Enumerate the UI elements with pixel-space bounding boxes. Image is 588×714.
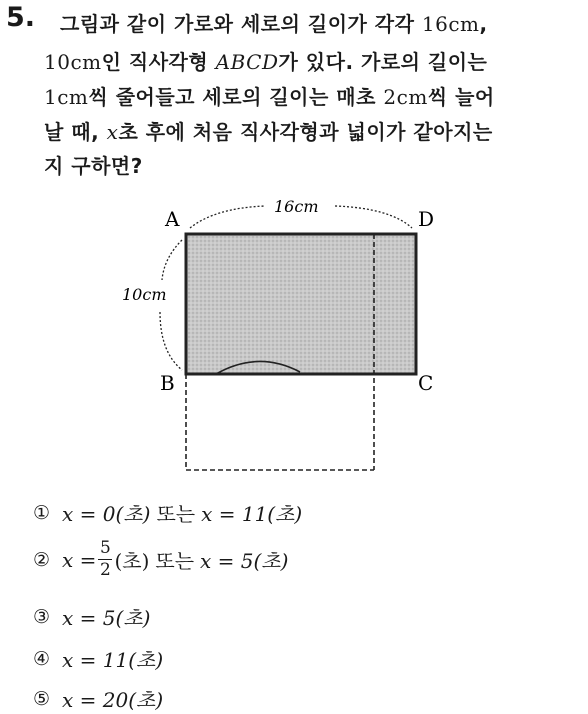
option-number: ③	[33, 605, 51, 628]
question-text-segment: 씩 늘어	[427, 85, 495, 109]
question-text-segment: cm	[70, 50, 102, 74]
question-text-segment: x	[106, 120, 119, 144]
question-text-segment: 1	[44, 85, 58, 109]
option-3[interactable]: ③ x = 5(초)	[33, 605, 151, 630]
option-number: ②	[33, 548, 51, 571]
height-brace-bottom	[160, 312, 182, 370]
question-text-segment: cm	[57, 85, 89, 109]
width-label: 16cm	[274, 197, 319, 216]
question-text-segment: cm	[396, 85, 428, 109]
question-text-segment: 그림과 같이 가로와 세로의 길이가 각각	[60, 12, 422, 36]
option-number: ④	[33, 647, 51, 670]
question-text-segment: 씩 줄어들고 세로의 길이는 매초	[88, 85, 384, 109]
height-brace-top	[162, 240, 182, 280]
option-number: ①	[33, 501, 51, 524]
question-text-segment: cm	[448, 12, 480, 36]
option-2[interactable]: ② x = $\frac{5}{2}$ (초) 또는 x = 5(초)	[33, 538, 289, 580]
option-5[interactable]: ⑤ x = 20(초)	[33, 687, 164, 712]
question-text-segment: 16	[421, 12, 449, 36]
question-text-segment: ABCD	[215, 50, 279, 74]
question-number: 5.	[6, 2, 36, 33]
question-text-segment: 2	[383, 85, 397, 109]
question-text-segment: 인 직사각형	[101, 50, 216, 74]
question-text-segment: 가 있다. 가로의 길이는	[278, 50, 488, 74]
option-number: ⑤	[33, 687, 51, 710]
width-brace	[190, 206, 265, 228]
question-text-segment: 지 구하면?	[44, 154, 143, 178]
label-a: A	[165, 207, 180, 231]
label-d: D	[418, 207, 435, 231]
question-text-segment: 날 때,	[44, 120, 107, 144]
question-text-segment: ,	[479, 12, 488, 36]
width-brace-right	[335, 206, 412, 228]
question-text-segment: 10	[44, 50, 71, 74]
question-text-segment: 초 후에 처음 직사각형과 넓이가 같아지는	[118, 120, 493, 144]
option-4[interactable]: ④ x = 11(초)	[33, 647, 164, 672]
fraction: $\frac{5}{2}$	[100, 538, 111, 580]
label-b: B	[160, 371, 175, 395]
height-label: 10cm	[122, 285, 167, 304]
label-c: C	[418, 371, 434, 395]
option-1[interactable]: ① x = 0(초) 또는 x = 11(초)	[33, 501, 303, 526]
rectangle-abcd	[186, 234, 416, 374]
